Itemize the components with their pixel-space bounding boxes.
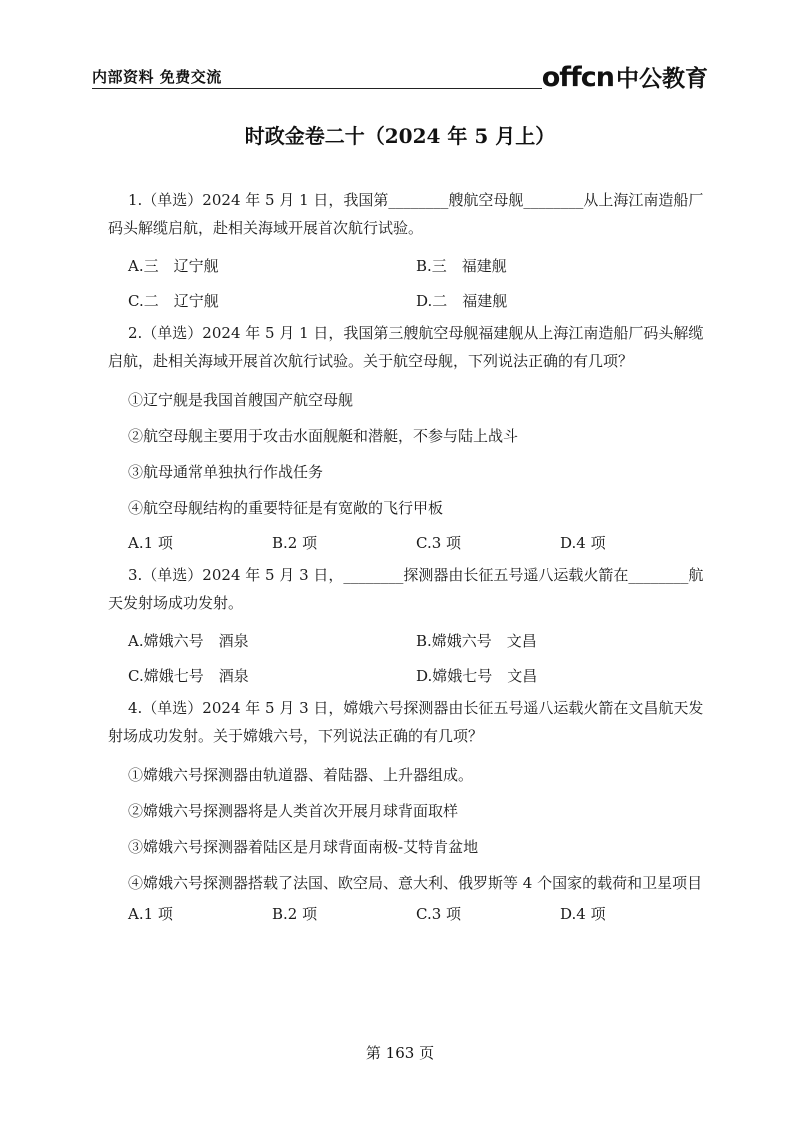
question-4-options-row <box>108 897 704 932</box>
logo-brand-text: offcn <box>541 62 614 93</box>
option-b: B.三 福建舰 <box>416 257 507 275</box>
question-4-statement: ②嫦娥六号探测器将是人类首次开展月球背面取样 <box>128 802 459 820</box>
question-3-text: 3.（单选）2024 年 5 月 3 日，________探测器由长征五号遥八运载火箭在________航天发射场成功发射。 <box>108 566 704 612</box>
page-header <box>92 62 708 96</box>
question-4-statement: ③嫦娥六号探测器着陆区是月球背面南极-艾特肯盆地 <box>128 838 479 856</box>
logo-brand-cn-text: 中公教育 <box>616 66 708 92</box>
option-a: A.三 辽宁舰 <box>128 257 219 275</box>
page-number: 第 163 页 <box>365 1044 435 1062</box>
question-2-statement: ④航空母舰结构的重要特征是有宽敞的飞行甲板 <box>128 499 444 517</box>
option-c: C.嫦娥七号 酒泉 <box>128 667 249 685</box>
option-b: B.2 项 <box>272 534 318 552</box>
option-d: D.嫦娥七号 文昌 <box>416 667 538 685</box>
header-left-text: 内部资料 免费交流 <box>92 68 222 86</box>
question-1-text: 1.（单选）2024 年 5 月 1 日，我国第________艘航空母舰________从上海江南造船厂码头解缆启航，赴相关海域开展首次航行试验。 <box>108 191 704 237</box>
page-title: 时政金卷二十（2024 年 5 月上） <box>244 124 556 148</box>
question-4-statement: ①嫦娥六号探测器由轨道器、着陆器、上升器组成。 <box>128 766 474 784</box>
option-d: D.4 项 <box>560 905 606 923</box>
option-c: C.3 项 <box>416 534 462 552</box>
question-list <box>108 186 704 932</box>
question-2-statement: ③航母通常单独执行作战任务 <box>128 463 324 481</box>
question-1-options-row-2 <box>108 284 704 319</box>
question-1-options-row-1 <box>108 249 704 284</box>
header-rule <box>92 88 542 89</box>
option-c: C.3 项 <box>416 905 462 923</box>
question-2-options-row <box>108 526 704 561</box>
option-a: A.1 项 <box>128 534 173 552</box>
option-a: A.1 项 <box>128 905 173 923</box>
question-2-text: 2.（单选）2024 年 5 月 1 日，我国第三艘航空母舰福建舰从上海江南造船厂码头解缆启航，赴相关海域开展首次航行试验。关于航空母舰，下列说法正确的有几项？ <box>108 324 704 370</box>
question-2-statement: ①辽宁舰是我国首艘国产航空母舰 <box>128 391 354 409</box>
question-4-statement: ④嫦娥六号探测器搭载了法国、欧空局、意大利、俄罗斯等 4 个国家的载荷和卫星项目 <box>128 874 703 892</box>
question-3-options-row-2 <box>108 659 704 694</box>
option-d: D.二 福建舰 <box>416 292 508 310</box>
question-3-options-row-1 <box>108 624 704 659</box>
option-c: C.二 辽宁舰 <box>128 292 219 310</box>
offcn-logo <box>542 60 708 93</box>
question-2-statement: ②航空母舰主要用于攻击水面舰艇和潜艇，不参与陆上战斗 <box>128 427 519 445</box>
question-4-text: 4.（单选）2024 年 5 月 3 日，嫦娥六号探测器由长征五号遥八运载火箭在文昌航天发射场成功发射。关于嫦娥六号，下列说法正确的有几项？ <box>108 699 704 745</box>
option-a: A.嫦娥六号 酒泉 <box>128 632 249 650</box>
option-d: D.4 项 <box>560 534 606 552</box>
option-b: B.2 项 <box>272 905 318 923</box>
option-b: B.嫦娥六号 文昌 <box>416 632 537 650</box>
